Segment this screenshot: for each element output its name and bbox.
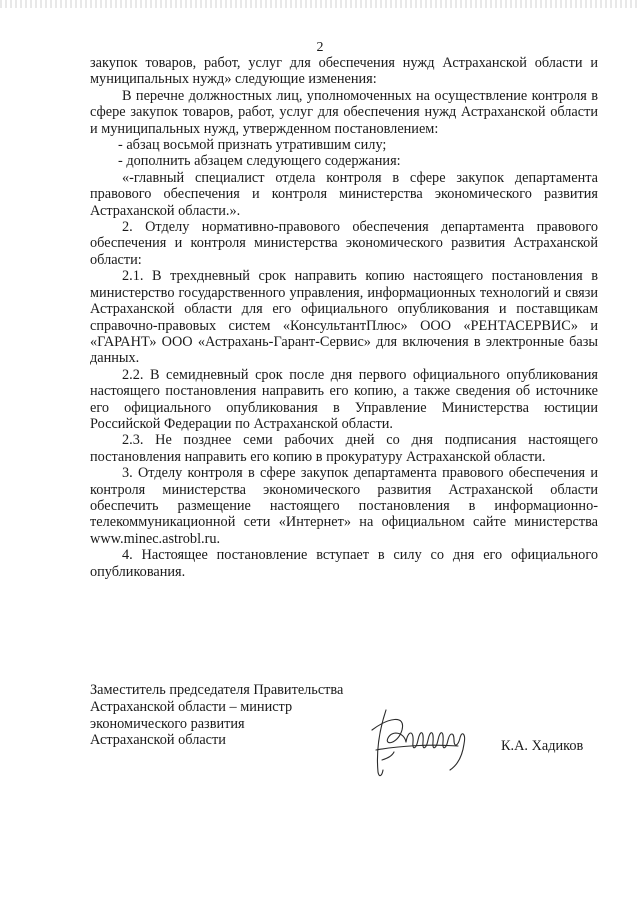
signatory-title-line: Заместитель председателя Правительства — [90, 682, 344, 698]
paragraph: 2.3. Не позднее семи рабочих дней со дня подписания настоящего постановления направить его копию в прокуратуру Астраханской области. — [90, 432, 598, 465]
paragraph: 2. Отделу нормативно-правового обеспечения департамента правового обеспечения и контроля министерства экономического развития Астраханской области: — [90, 219, 598, 268]
signatory-title — [90, 682, 390, 749]
list-item: - дополнить абзацем следующего содержания: — [118, 153, 401, 170]
signatory-title-line: экономического развития — [90, 715, 245, 732]
handwritten-signature — [358, 700, 478, 780]
paragraph: закупок товаров, работ, услуг для обеспечения нужд Астраханской области и муниципальных нужд» следующие изменения: — [90, 55, 598, 88]
paragraph: 3. Отделу контроля в сфере закупок департамента правового обеспечения и контроля министерства экономического развития Астраханской области обеспечить размещение настоящего постановления в информационно-телекоммуникационной сети «Интернет» на официальном сайте министерства www.minec.astrobl.ru. — [90, 465, 598, 547]
document-body — [90, 55, 598, 580]
paragraph: 2.2. В семидневный срок после дня первого официального опубликования настоящего постановления направить его копию, а также сведения об источнике его официального опубликования в Управление Министерства юстиции Российской Федерации по Астраханской области. — [90, 366, 598, 432]
paragraph: В перечне должностных лиц, уполномоченных на осуществление контроля в сфере закупок товаров, работ, услуг для обеспечения нужд Астраханской области и муниципальных нужд, утвержденном постановлением: — [90, 87, 598, 137]
page-number: 2 — [316, 40, 324, 55]
paragraph: «-главный специалист отдела контроля в сфере закупок департамента правового обеспечения и контроля министерства экономического развития Астраханской области.». — [90, 169, 598, 219]
signer-name: К.А. Хадиков — [501, 738, 584, 754]
paragraph: 4. Настоящее постановление вступает в силу со дня его официального опубликования. — [90, 547, 598, 580]
signatory-title-line: Астраханской области — [90, 732, 226, 749]
scan-edge-artifact — [0, 0, 640, 8]
paragraph: 2.1. В трехдневный срок направить копию настоящего постановления в министерство государственного управления, информационных технологий и связи Астраханской области для его официального опубликования и поставщикам справочно-правовых систем «КонсультантПлюс» ООО «РЕНТАСЕРВИС» и «ГАРАНТ» ООО «Астрахань-Гарант-Сервис» для включения в электронные базы данных. — [90, 268, 598, 367]
list-item: - абзац восьмой признать утратившим силу; — [118, 137, 387, 154]
signatory-title-line: Астраханской области – министр — [90, 698, 293, 715]
